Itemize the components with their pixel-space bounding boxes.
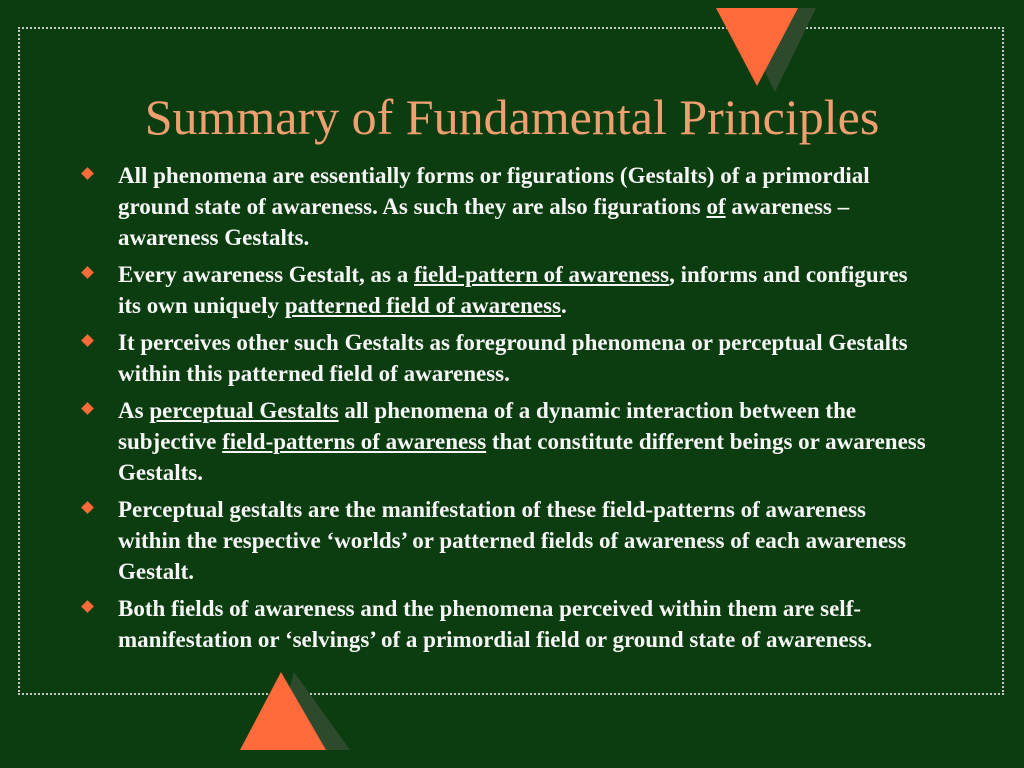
diamond-bullet-icon (81, 266, 94, 279)
underlined-text: perceptual Gestalts (149, 398, 339, 423)
bullet-text: Every awareness Gestalt, as a (118, 262, 414, 287)
bullet-text: As (118, 398, 150, 423)
bullet-text: that constitute different beings or awareness Gestalts. (118, 429, 926, 485)
diamond-bullet-icon (81, 334, 94, 347)
bullet-item (80, 259, 930, 321)
underlined-text: of (706, 194, 726, 219)
bullet-text: Perceptual gestalts are the manifestation of these field-patterns of awareness within the respective ‘worlds’ or patterned fields of awareness of each awareness Gestalt. (118, 497, 907, 584)
bullet-text: All phenomena are essentially forms or figurations (Gestalts) of a primordial ground state of awareness. As such they are also figurations (118, 163, 870, 219)
underlined-text: patterned field of awareness (284, 293, 561, 318)
diamond-bullet-icon (81, 167, 94, 180)
bullet-item (80, 494, 930, 587)
underlined-text: field-pattern of awareness (413, 262, 670, 287)
bullet-item (80, 395, 930, 488)
up-triangle-icon (232, 672, 362, 768)
down-triangle-icon (712, 0, 822, 92)
bullet-text: all phenomena of a dynamic interaction between the subjective (118, 398, 857, 454)
diamond-bullet-icon (81, 402, 94, 415)
bullet-item (80, 160, 930, 253)
bullet-text: , informs and configures its own uniquely (118, 262, 908, 318)
slide-title: Summary of Fundamental Principles (144, 89, 880, 145)
underlined-text: field-patterns of awareness (222, 429, 487, 454)
diamond-bullet-icon (81, 501, 94, 514)
bullet-text: Both fields of awareness and the phenomena perceived within them are self-manifestation or ‘selvings’ of a primordial field or ground state of awareness. (118, 596, 873, 652)
diamond-bullet-icon (81, 600, 94, 613)
bullet-list (80, 160, 930, 661)
bullet-text: awareness – awareness Gestalts. (118, 194, 850, 250)
bullet-text: It perceives other such Gestalts as foreground phenomena or perceptual Gestalts within this patterned field of awareness. (118, 330, 908, 386)
bullet-item (80, 327, 930, 389)
bullet-text: . (561, 293, 567, 318)
bullet-item (80, 593, 930, 655)
